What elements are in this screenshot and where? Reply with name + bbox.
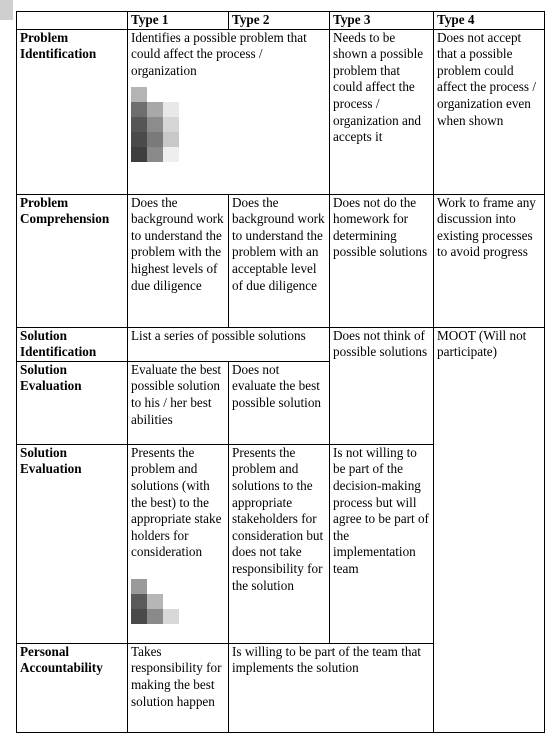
cell-solution-evaluation-1-type-1: Evaluate the best possible solution to his / her best abilities (128, 361, 229, 444)
header-type-4: Type 4 (434, 12, 545, 30)
cell-problem-identification-type-4: Does not accept that a possible problem could affect the process / organization even when shown (434, 29, 545, 194)
cell-text: Presents the problem and solutions (with the best) to the appropriate stake holders for consideration (131, 444, 222, 560)
header-type-1: Type 1 (128, 12, 229, 30)
cell-problem-comprehension-type-2: Does the background work to understand the problem with an acceptable level of due diligence (229, 194, 330, 327)
cell-personal-accountability-type-1: Takes responsibility for making the best solution happen (128, 643, 229, 732)
row-label-solution-evaluation-1: Solution Evaluation (17, 361, 128, 444)
pixelated-image (131, 87, 326, 162)
cell-solution-evaluation-2-type-1 (128, 444, 229, 643)
cell-solution-evaluation-2-type-2: Presents the problem and solutions to the appropriate stakeholders for consideration but does not take responsibility for the solution (229, 444, 330, 643)
corner-mark (0, 0, 13, 20)
cell-text: Needs to be shown a possible problem that could affect the process / organization and accepts it (333, 29, 424, 145)
row-problem-identification (17, 29, 545, 194)
cell-problem-comprehension-type-3: Does not do the homework for determining possible solutions (330, 194, 434, 327)
cell-problem-comprehension-type-4: Work to frame any discussion into existing processes to avoid progress (434, 194, 545, 327)
rubric-table (16, 11, 545, 733)
cell-problem-identification-type-3 (330, 29, 434, 194)
cell-problem-comprehension-type-1: Does the background work to understand the problem with the highest levels of due diligence (128, 194, 229, 327)
row-label-problem-comprehension: Problem Comprehension (17, 194, 128, 327)
cell-solution-identification-type-1-2: List a series of possible solutions (128, 327, 330, 361)
cell-text: Identifies a possible problem that could affect the process / organization (131, 29, 307, 78)
cell-solution-evaluation-2-type-3: Is not willing to be part of the decision-making process but will agree to be part of the implementation team (330, 444, 434, 643)
header-type-3: Type 3 (330, 12, 434, 30)
header-row (17, 12, 545, 30)
pixelated-image (131, 579, 225, 624)
row-label-personal-accountability: Personal Accountability (17, 643, 128, 732)
cell-personal-accountability-type-2-3: Is willing to be part of the team that implements the solution (229, 643, 434, 732)
cell-type-4-moot: MOOT (Will not participate) (434, 327, 545, 732)
row-problem-comprehension (17, 194, 545, 327)
cell-problem-identification-type-1-2 (128, 29, 330, 194)
row-label-solution-identification: Solution Identification (17, 327, 128, 361)
row-label-problem-identification: Problem Identification (17, 29, 128, 194)
row-label-solution-evaluation-2: Solution Evaluation (17, 444, 128, 643)
cell-solution-evaluation-type-3: Does not think of possible solutions (330, 327, 434, 444)
row-solution-identification (17, 327, 545, 361)
header-type-2: Type 2 (229, 12, 330, 30)
cell-solution-evaluation-1-type-2: Does not evaluate the best possible solution (229, 361, 330, 444)
header-blank (17, 12, 128, 30)
